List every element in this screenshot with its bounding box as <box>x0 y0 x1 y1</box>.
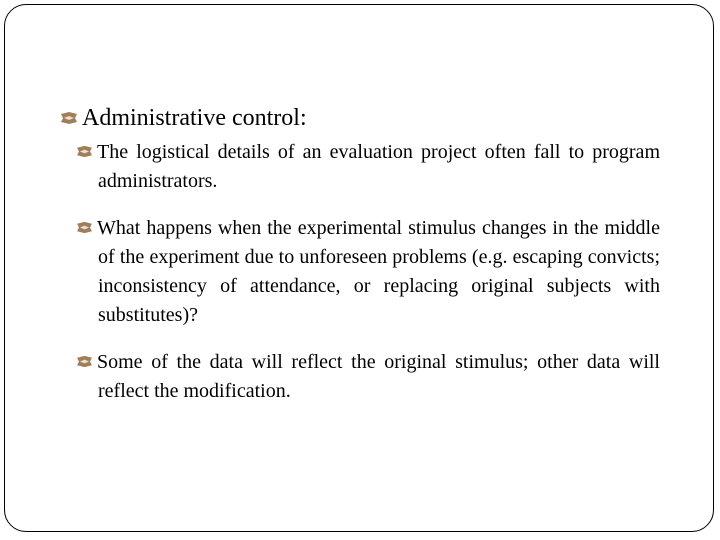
bullet-text: The logistical details of an evaluation project often fall to program administrators. <box>97 141 660 192</box>
ribbon-bullet-icon <box>76 221 93 234</box>
ribbon-bullet-icon <box>60 111 78 125</box>
slide-content <box>60 102 660 406</box>
list-item <box>60 138 660 196</box>
ribbon-bullet-icon <box>76 355 93 368</box>
list-item <box>60 214 660 330</box>
slide-heading: Administrative control: <box>82 105 307 131</box>
bullet-text: Some of the data will reflect the original stimulus; other data will reflect the modification. <box>97 351 660 402</box>
ribbon-bullet-icon <box>76 145 93 158</box>
heading-bullet <box>60 102 660 134</box>
list-item <box>60 348 660 406</box>
bullet-text: What happens when the experimental stimulus changes in the middle of the experiment due to unforeseen problems (e.g. escaping convicts; inconsistency of attendance, or replacing original subjects with substitutes)? <box>97 217 660 326</box>
